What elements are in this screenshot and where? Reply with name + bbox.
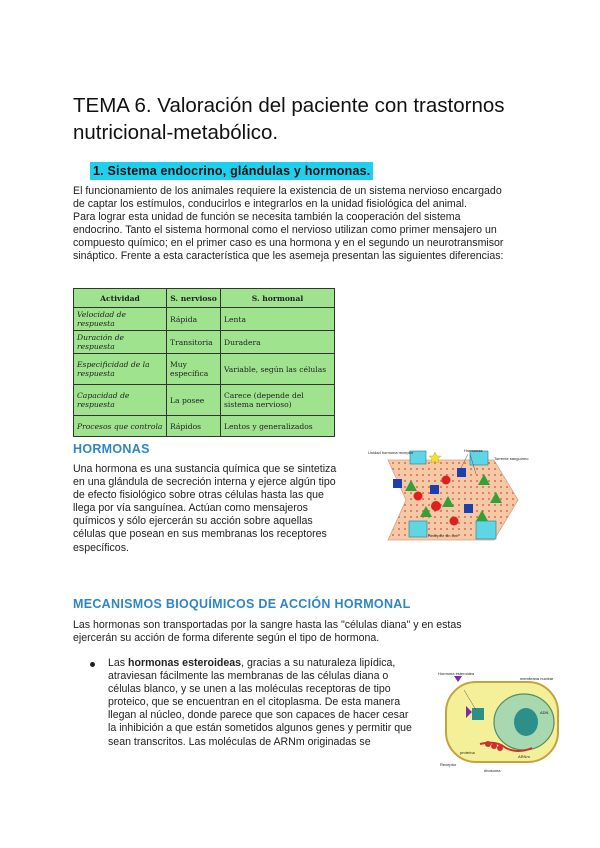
hormone-circle (442, 476, 451, 485)
hormonas-paragraph (73, 463, 363, 555)
hormone-receptor-diagram (366, 448, 529, 550)
bullet-first-rest: , gracias a su naturaleza lipídica, (241, 657, 396, 669)
table-header: S. nervioso (167, 289, 221, 308)
table-cell: Lenta (221, 308, 335, 331)
table-cell: Rápidos (167, 416, 221, 437)
text-line: compuesto químico; en el primer caso es una hormona y en el segundo un neurotransmisor (73, 237, 504, 250)
text-line: sináptico. Frente a esta característica que les asemeja presentan las siguientes diferencias: (73, 250, 504, 263)
table-row (74, 385, 335, 416)
table-cell: Duración de respuesta (74, 331, 167, 354)
title-line: nutricional-metabólico. (73, 121, 279, 144)
table-cell: Duradera (221, 331, 335, 354)
text-line (108, 657, 428, 670)
text-line: Una hormona es una sustancia química que se sintetiza (73, 463, 337, 475)
page-title (73, 92, 543, 146)
hormone-circle (450, 517, 459, 526)
table-header-row (74, 289, 335, 308)
table-row (74, 308, 335, 331)
text-line: químicos y sólo ejercerán su acción sobre aquellas (73, 515, 313, 528)
diagram-label: Receptor (440, 762, 457, 767)
mecanismos-heading: MECANISMOS BIOQUÍMICOS DE ACCIÓN HORMONAL (73, 597, 411, 611)
hormone-circle (431, 501, 441, 511)
bullet-icon (90, 662, 95, 667)
text-line: Las hormonas son transportadas por la sangre hasta las "células diana" y en estas (73, 619, 462, 631)
receptor-cell (409, 521, 427, 537)
table-cell: Variable, según las células (221, 354, 335, 385)
title-line: TEMA 6. Valoración del paciente con trastornos (73, 94, 505, 117)
diagram-label: ARNm (518, 754, 530, 759)
table-row (74, 331, 335, 354)
comparison-table (73, 288, 335, 437)
hormonas-heading: HORMONAS (73, 442, 150, 456)
text-line: células que posean en sus membranas los receptores (73, 528, 327, 541)
receptor-cell (476, 521, 496, 539)
text-line: en una glándula de secreción interna y ejerce algún tipo (73, 476, 336, 489)
hormone-square (457, 468, 466, 477)
diagram-label: membrana nuclear (520, 676, 554, 681)
diagram-label: Hormonas (464, 448, 483, 453)
diagram-label: Torrente sanguíneo (494, 456, 529, 461)
text-line: la inhibición a que están sometidos algunos genes y permitir que (108, 722, 412, 735)
text-line: específicos. (73, 541, 129, 554)
table-header: Actividad (74, 289, 167, 308)
text-line: de efecto fisiológico sobre otras células hasta las que (73, 489, 324, 502)
table-cell: Muy específica (167, 354, 221, 385)
hormone-circle (414, 492, 423, 501)
text-line: células blanco, y se unen a las moléculas receptoras de tipo (108, 683, 391, 696)
text-line: de captar los estímulos, conducirlos e integrarlos en la unidad fisiológica del animal. (73, 198, 467, 211)
table-cell: Velocidad de respuesta (74, 308, 167, 331)
text-line: llega por vía sanguínea. Actúan como mensajeros (73, 502, 308, 515)
hormone-square (430, 485, 439, 494)
diagram-label: ADN (540, 710, 549, 715)
table-cell: Rápida (167, 308, 221, 331)
section-heading-text: 1. Sistema endocrino, glándulas y hormonas. (90, 162, 373, 180)
text-line: ejercerán su acción de forma diferente según el tipo de hormona. (73, 632, 380, 645)
steroid-hormone-icon (454, 676, 462, 682)
bold-term: hormonas esteroideas (128, 657, 242, 669)
table-row (74, 416, 335, 437)
text-line: sean transcritos. Las moléculas de ARNm originadas se (108, 735, 371, 748)
hormone-square (393, 479, 402, 488)
mecanismos-paragraph (73, 619, 543, 645)
table-cell: Procesos que controla (74, 416, 167, 437)
dna-receptor-complex (514, 708, 538, 736)
table-cell: Especificidad de la respuesta (74, 354, 167, 385)
table-cell: Carece (depende del sistema nervioso) (221, 385, 335, 416)
text-line: atraviesan fácilmente las membranas de las células diana o (108, 670, 389, 683)
text-line: Para lograr esta unidad de función se necesita también la cooperación del sistema (73, 211, 461, 224)
text-line: llegan al núcleo, donde parece que son capaces de hacer cesar (108, 709, 409, 722)
table-cell: Capacidad de respuesta (74, 385, 167, 416)
text-line: endocrino. Tanto el sistema hormonal como el nervioso utilizan como primer mensajero un (73, 224, 497, 237)
text-line: El funcionamiento de los animales requiere la existencia de un sistema nervioso encargado (73, 185, 502, 197)
bullet-paragraph (108, 657, 428, 749)
steroid-cell-diagram (436, 670, 562, 776)
diagram-label: ribosoma (484, 768, 501, 773)
table-header: S. hormonal (221, 289, 335, 308)
receptor-icon (472, 708, 484, 720)
bullet-lead: Las (108, 657, 129, 669)
table-cell: Transitoria (167, 331, 221, 354)
table-cell: La posee (167, 385, 221, 416)
text-line: proteico, que se encuentran en el citoplasma. De esta manera (108, 696, 401, 709)
section-heading (90, 162, 373, 180)
table-cell: Lentos y generalizados (221, 416, 335, 437)
diagram-label: proteína (460, 750, 475, 755)
hormone-square (464, 504, 473, 513)
diagram-label: Unidad hormona receptor (368, 450, 414, 455)
diagram-label: Receptor sin unir (428, 533, 459, 538)
table-row (74, 354, 335, 385)
diagram-label: Hormona esteroidea (438, 671, 475, 676)
intro-paragraph (73, 185, 543, 264)
